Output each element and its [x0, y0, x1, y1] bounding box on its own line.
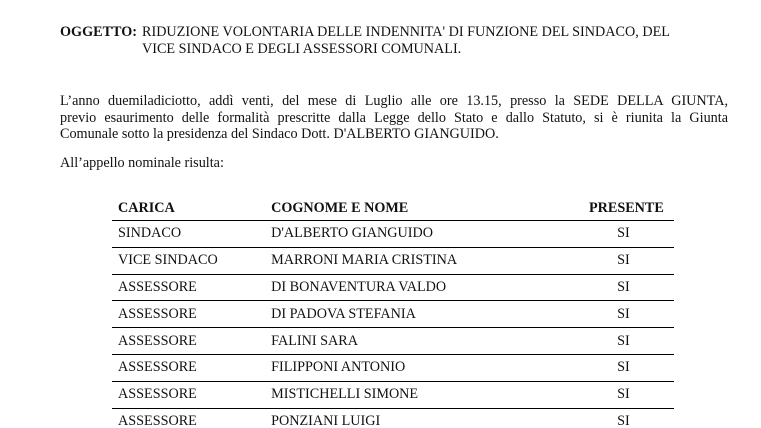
table-row [112, 354, 674, 381]
row-present: SI [573, 408, 674, 428]
row-role: VICE SINDACO [112, 247, 265, 274]
table-row [112, 221, 674, 248]
row-role: ASSESSORE [112, 328, 265, 355]
row-name: MISTICHELLI SIMONE [265, 381, 573, 408]
table-row [112, 247, 674, 274]
paragraph-line-2: previo esaurimento delle formalità prescritte dalla Legge dello Stato e dallo Statuto, si è riunita la Giunta [60, 109, 728, 126]
paragraph-line-1: L’anno duemiladiciotto, addì venti, del mese di Luglio alle ore 13.15, presso la SEDE DELLA GIUNTA, [60, 93, 728, 109]
row-role: ASSESSORE [112, 301, 265, 328]
attendance-table [112, 198, 674, 428]
table-row [112, 408, 674, 428]
subject-line-1: RIDUZIONE VOLONTARIA DELLE INDENNITA' DI FUNZIONE DEL SINDACO, DEL [142, 24, 670, 40]
table-row [112, 381, 674, 408]
row-name: DI BONAVENTURA VALDO [265, 274, 573, 301]
row-name: DI PADOVA STEFANIA [265, 301, 573, 328]
row-present: SI [573, 274, 674, 301]
row-present: SI [573, 221, 674, 248]
subject-line-2: VICE SINDACO E DEGLI ASSESSORI COMUNALI. [142, 41, 462, 57]
header-present: PRESENTE [573, 198, 674, 221]
row-present: SI [573, 328, 674, 355]
table-row [112, 301, 674, 328]
row-present: SI [573, 301, 674, 328]
row-present: SI [573, 247, 674, 274]
row-role: ASSESSORE [112, 354, 265, 381]
row-role: ASSESSORE [112, 274, 265, 301]
subject-block [60, 24, 740, 58]
subject-label: OGGETTO: [60, 24, 137, 40]
row-name: FILIPPONI ANTONIO [265, 354, 573, 381]
table-header-row [112, 198, 674, 221]
roll-call-text: All’appello nominale risulta: [60, 155, 224, 171]
subject-text [142, 24, 670, 58]
table-body [112, 221, 674, 428]
meeting-paragraph [60, 93, 728, 143]
row-name: MARRONI MARIA CRISTINA [265, 247, 573, 274]
row-role: ASSESSORE [112, 408, 265, 428]
row-name: FALINI SARA [265, 328, 573, 355]
table-row [112, 274, 674, 301]
row-role: ASSESSORE [112, 381, 265, 408]
table-row [112, 328, 674, 355]
row-present: SI [573, 354, 674, 381]
row-name: D'ALBERTO GIANGUIDO [265, 221, 573, 248]
paragraph-line-3: Comunale sotto la presidenza del Sindaco Dott. D'ALBERTO GIANGUIDO. [60, 126, 499, 142]
row-present: SI [573, 381, 674, 408]
header-name: COGNOME E NOME [265, 198, 573, 221]
row-name: PONZIANI LUIGI [265, 408, 573, 428]
row-role: SINDACO [112, 221, 265, 248]
header-role: CARICA [112, 198, 265, 221]
